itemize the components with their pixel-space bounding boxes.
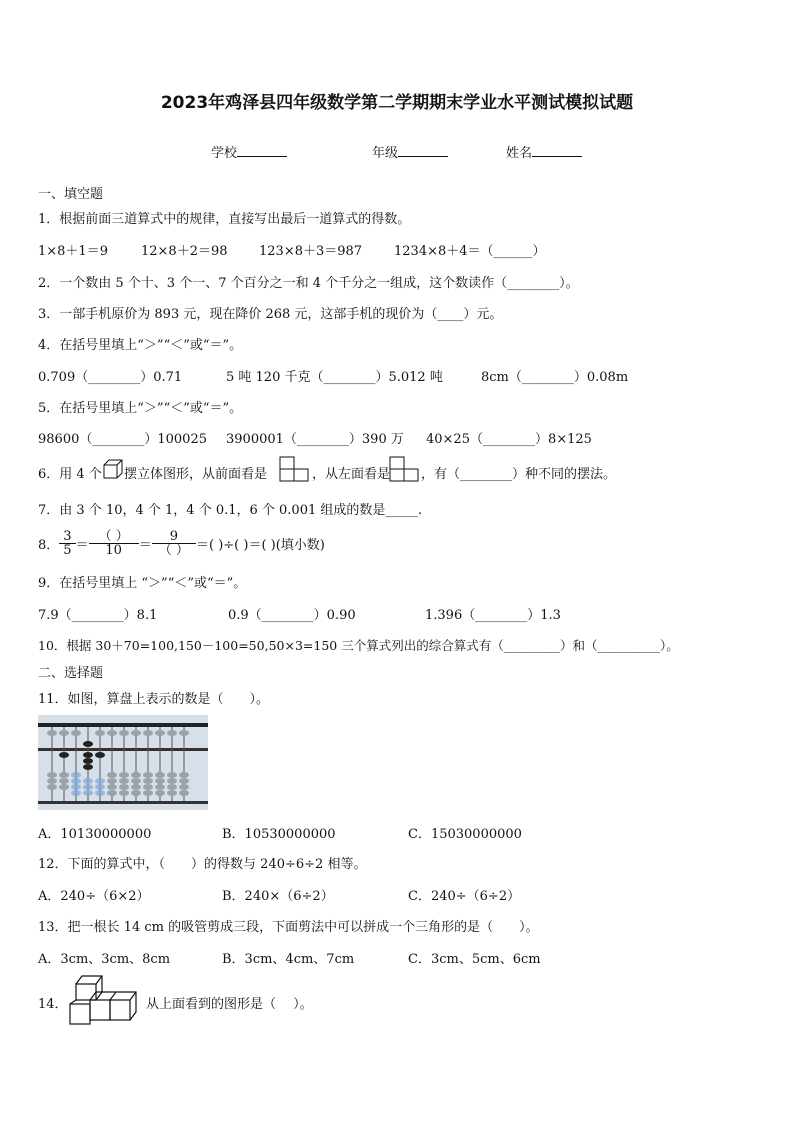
q12-option-b[interactable]: B．240×（6÷2） <box>222 889 334 904</box>
q4-item-2[interactable]: 5 吨 120 千克（________）5.012 吨 <box>226 370 443 385</box>
q5-item-3[interactable]: 40×25（________）8×125 <box>426 432 592 447</box>
q12-option-a[interactable]: A．240÷（6×2） <box>38 889 150 904</box>
question-5-text: 5．在括号里填上“＞”“＜”或“＝”。 <box>38 401 243 416</box>
q1-eq-3: 123×8＋3＝987 <box>259 244 363 259</box>
q9-item-1[interactable]: 7.9（________）8.1 <box>38 608 158 623</box>
question-12-text: 12．下面的算式中，（ ）的得数与 240÷6÷2 相等。 <box>38 857 367 872</box>
question-8[interactable] <box>38 527 325 559</box>
q9-item-3[interactable]: 1.396（________）1.3 <box>425 608 561 623</box>
q9-item-2[interactable]: 0.9（________）0.90 <box>228 608 356 623</box>
q11-option-b[interactable]: B．10530000000 <box>222 827 336 842</box>
section-choice-heading: 二、选择题 <box>38 666 104 681</box>
question-9-text: 9．在括号里填上 “＞”“＜”或“＝”。 <box>38 576 247 591</box>
left-view-icon <box>389 456 419 482</box>
question-6-part-d[interactable]: ，有（________）种不同的摆法。 <box>421 467 617 482</box>
question-6-part-a: 6．用 4 个 <box>38 467 102 482</box>
question-13-text: 13．把一根长 14 cm 的吸管剪成三段，下面剪法中可以拼成一个三角形的是（ ）。 <box>38 920 539 935</box>
school-label: 学校 <box>211 146 238 161</box>
q12-option-c[interactable]: C．240÷（6÷2） <box>408 889 521 904</box>
q1-eq-2: 12×8＋2＝98 <box>141 244 228 259</box>
q13-option-c[interactable]: C．3cm、5cm、6cm <box>408 952 541 967</box>
q13-option-a[interactable]: A．3cm、3cm、8cm <box>38 952 171 967</box>
front-view-icon <box>279 456 309 482</box>
q14-label: 14． <box>38 997 68 1012</box>
question-6-part-c: ，从左面看是 <box>312 467 391 482</box>
q8-fraction-3[interactable]: $\frac{9}{( )}$ <box>152 530 196 557</box>
question-1-text: 1．根据前面三道算式中的规律，直接写出最后一道算式的得数。 <box>38 212 411 227</box>
grade-label: 年级 <box>372 146 399 161</box>
question-3-text[interactable]: 3．一部手机原价为 893 元，现在降价 268 元，这部手机的现价为（____）元。 <box>38 307 503 322</box>
question-11-text: 11．如图，算盘上表示的数是（ ）。 <box>38 692 270 707</box>
cube-stack-icon <box>68 972 144 1028</box>
name-label: 姓名 <box>506 146 533 161</box>
q4-item-3[interactable]: 8cm（________）0.08m <box>481 370 629 385</box>
grade-field[interactable] <box>372 142 448 161</box>
question-4-text: 4．在括号里填上“＞”“＜”或“＝”。 <box>38 338 243 353</box>
q11-option-c[interactable]: C．15030000000 <box>408 827 522 842</box>
school-field[interactable] <box>211 142 287 161</box>
q5-item-1[interactable]: 98600（________）100025 <box>38 432 207 447</box>
q5-item-2[interactable]: 3900001（________）390 万 <box>226 432 404 447</box>
q8-eq-1: ＝ <box>75 537 89 553</box>
q13-option-b[interactable]: B．3cm、4cm、7cm <box>222 952 355 967</box>
question-14-text: 从上面看到的图形是（ ）。 <box>146 997 313 1012</box>
q8-label: 8． <box>38 537 60 553</box>
q1-eq-4[interactable]: 1234×8＋4＝（______） <box>394 244 546 259</box>
q8-eq-2: ＝ <box>138 537 152 553</box>
question-7-text[interactable]: 7．由 3 个 10，4 个 1，4 个 0.1，6 个 0.001 组成的数是_____. <box>38 503 423 518</box>
q11-option-a[interactable]: A．10130000000 <box>38 827 152 842</box>
abacus-image <box>38 715 208 810</box>
question-2-text[interactable]: 2．一个数由 5 个十、3 个一、7 个百分之一和 4 个千分之一组成，这个数读作（________）。 <box>38 276 579 291</box>
page-title: 2023年鸡泽县四年级数学第二学期期末学业水平测试模拟试题 <box>160 93 634 113</box>
name-field[interactable] <box>506 142 582 161</box>
question-6-part-b: 摆立体图形，从前面看是 <box>124 467 268 482</box>
section-fill-heading: 一、填空题 <box>38 187 104 202</box>
cube-icon <box>102 458 124 480</box>
question-10-text[interactable]: 10．根据 30＋70=100,150－100=50,50×3=150 三个算式列出的综合算式有（_________）和（__________）。 <box>38 638 679 653</box>
q4-item-1[interactable]: 0.709（________）0.71 <box>38 370 183 385</box>
q8-tail[interactable]: ＝( )÷( )＝( )(填小数) <box>196 537 325 553</box>
q1-eq-1: 1×8＋1＝9 <box>38 244 108 259</box>
q8-fraction-2[interactable]: $\frac{( )}{10}$ <box>89 530 139 557</box>
q8-fraction-1: $\frac{3}{5}$ <box>59 530 75 557</box>
